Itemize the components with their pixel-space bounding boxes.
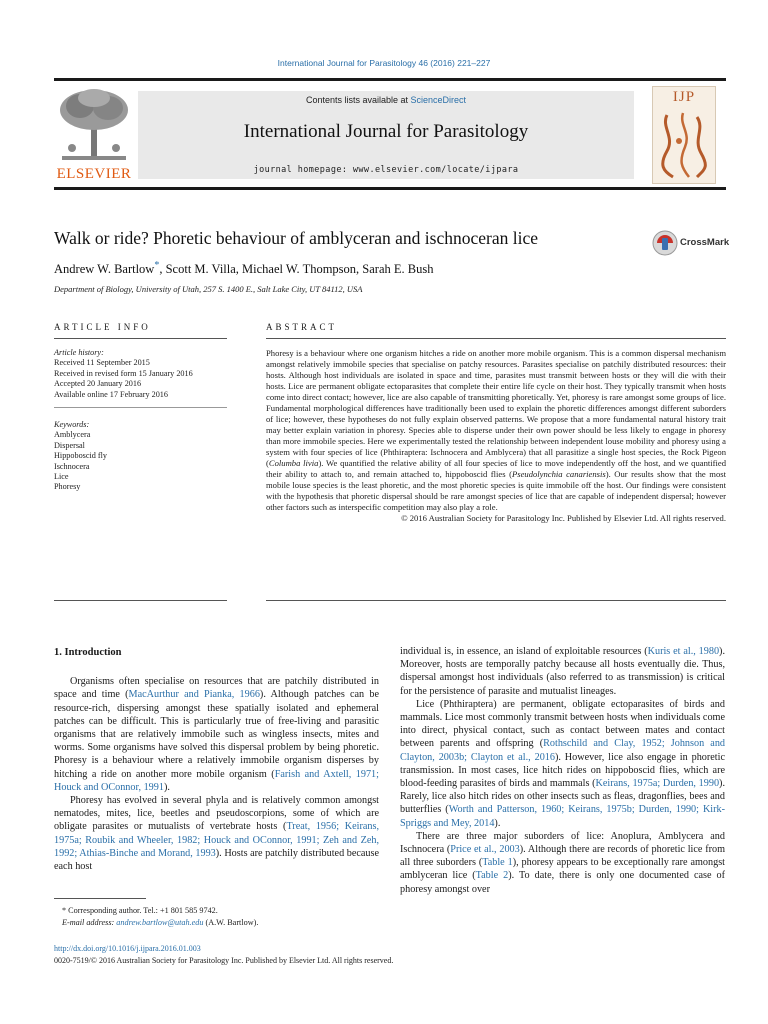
journal-name: International Journal for Parasitology — [243, 121, 529, 142]
article-info-heading: ARTICLE INFO — [54, 322, 151, 332]
history-item: Received 11 September 2015 — [54, 358, 150, 368]
citation-link[interactable]: Keirans, 1975a; Durden, 1990 — [595, 778, 720, 790]
top-rule — [54, 78, 726, 81]
masthead-rule — [54, 187, 726, 190]
crossmark-label: CrossMark — [680, 237, 730, 248]
article-title: Walk or ride? Phoretic behaviour of amblyceran and ischnoceran lice — [54, 228, 539, 248]
history-item: Received in revised form 15 January 2016 — [54, 368, 193, 378]
keyword: Phoresy — [54, 482, 81, 492]
body-paragraph: Organisms often specialise on resources that are patchily distributed in space and time (MacAurthur and Pianka, 1966). Although patches can be resource-rich, dispersing amongst these spatially isolated and ephemeral patches can be difficult. This is particularly true of free-living and parasitic organisms that are relatively immobile such as wingless insects, mites and worms. Some organisms have solved this dispersal problem by being phoretic. Phoresy is a behaviour where a relatively immobile organism disperses by hitching a ride on another more mobile organism (Farish and Axtell, 1971; Houck and OConnor, 1991). — [54, 676, 379, 793]
abstract-bottom-rule — [266, 600, 726, 601]
crossmark-badge[interactable] — [652, 230, 732, 258]
history-item: Accepted 20 January 2016 — [54, 379, 142, 389]
journal-cover-thumbnail[interactable] — [652, 86, 716, 184]
citation-link[interactable]: Worth and Patterson, 1960; Keirans, 1975b; Durden, 1990; Kirk-Spriggs and Mey, 2014 — [400, 804, 726, 829]
affiliation: Department of Biology, University of Utah, 257 S. 1400 E., Salt Lake City, UT 84112, USA — [54, 284, 363, 294]
keyword: Ischnocera — [54, 461, 90, 471]
elsevier-tree-icon — [54, 86, 134, 164]
citation-link[interactable]: Price et al., 2003 — [450, 844, 520, 856]
body-paragraph: Lice (Phthiraptera) are permanent, obligate ectoparasites of birds and mammals. Lice most commonly transmit between hosts when individuals come into direct, physical contact, such as contact between mates and contact between parents and offspring (Rothschild and Clay, 1952; Johnson and Clayton, 2003b; Clayton et al., 2016). However, lice also engage in phoretic transmission. In most cases, lice hitch rides on hippoboscid flies, which are blood-feeding parasites of birds and mammals (Keirans, 1975a; Durden, 1990). Rarely, lice also hitch rides on other insects such as fleas, dragonflies, bees and butterflies (Worth and Patterson, 1960; Keirans, 1975b; Durden, 1990; Kirk-Spriggs and Mey, 2014). — [400, 698, 726, 829]
table-link[interactable]: Table 2 — [475, 870, 509, 882]
journal-homepage[interactable]: journal homepage: www.elsevier.com/locate/ijpara — [253, 165, 519, 175]
table-link[interactable]: Table 1 — [482, 857, 513, 869]
footnote-rule — [54, 898, 146, 899]
cover-title: IJP — [672, 89, 696, 105]
keyword: Amblycera — [54, 430, 91, 440]
section-heading: 1. Introduction — [54, 647, 122, 658]
corresponding-author-note: * Corresponding author. Tel.: +1 801 585 9742. — [62, 906, 218, 915]
abstract-heading: ABSTRACT — [266, 322, 338, 332]
author-list — [54, 260, 433, 277]
abstract-paragraph: Phoresy is a behaviour where one organism hitches a ride on another more mobile organism. This is a common dispersal mechanism amongst relatively immobile species that specialise on patchy resources. Parasites specialise on patchily distributed resources: their hosts. Although host individuals are isolated in space and time, parasites must transmit between hosts or they will die with their hosts. Lice are permanent obligate ectoparasites that complete their entire life cycle on their host. They typically transmit when hosts come into direct contact; however, lice are also capable of transmitting phoretically. Yet, phoresy is rare amongst some groups of lice. Fundamental morphological differences have traditionally been used to explain the phoretic differences amongst different suborders of lice; however, these hypotheses do not fully explain observed patterns. We propose that a more fundamental natural history trait may better explain variation in phoresy. Species able to disperse under their own power should be less likely to engage in phoresy than more immobile species. Here we experimentally tested the relationship between independent louse mobility and phoresy using a system with four species of lice (Phthiraptera: Ischnocera and Amblycera) that all parasitize a single host species, the Rock Pigeon (Columba livia). We quantified the relative ability of all four species of lice to move independently off the host, and we quantified their ability to attach to, and remain attached to, hippoboscid flies (Pseudolynchia canariensis). Our results show that the most mobile louse species is the least phoretic, and the most phoretic species is quite immobile off the host. Our findings were consistent with the hypothesis that phoretic dispersal should be rare amongst species of lice that are capable of independent dispersal; however other factors such as interspecific competition may also play a role. — [266, 348, 726, 512]
journal-masthead — [138, 91, 634, 179]
author-names-rest: , Scott M. Villa, Michael W. Thompson, Sarah E. Bush — [159, 262, 434, 277]
article-info-divider — [54, 407, 227, 408]
journal-citation-link[interactable]: International Journal for Parasitology 46 (2016) 221–227 — [277, 58, 491, 68]
corresponding-author-link[interactable]: * — [154, 260, 160, 271]
keywords — [54, 420, 229, 493]
body-left-column — [54, 646, 379, 873]
citation-link[interactable]: Kuris et al., 1980 — [647, 646, 720, 657]
keyword: Hippoboscid fly — [54, 451, 107, 461]
issn-copyright: 0020-7519/© 2016 Australian Society for Parasitology Inc. Published by Elsevier Ltd. All rights reserved. — [54, 955, 394, 965]
keyword: Lice — [54, 472, 69, 482]
citation-link[interactable]: Treat, 1956; Keirans, 1975a; Roubik and Wheeler, 1982; Houck and OConnor, 1991; Zeh and Zeh, 1992; Athias-Binche and Morand, 1993 — [54, 821, 379, 859]
abstract-text — [266, 348, 726, 524]
email-link[interactable]: andrew.bartlow@utah.edu — [116, 918, 204, 927]
citation-link[interactable]: Rothschild and Clay, 1952; Johnson and Clayton, 2003b; Clayton et al., 2016 — [400, 738, 726, 763]
elsevier-wordmark: ELSEVIER — [56, 166, 132, 182]
crossmark-icon — [652, 230, 678, 256]
body-paragraph: There are three major suborders of lice: Anoplura, Amblycera and Ischnocera (Price et al., 2003). Although there are records of phoretic lice from all three suborders (Table 1), phoresy appears to be exceptionally rare amongst amblyceran lice (Table 2). To date, there is only one documented case of phoresy amongst over — [400, 830, 726, 895]
history-item: Available online 17 February 2016 — [54, 389, 168, 399]
citation-link[interactable]: MacAurthur and Pianka, 1966 — [128, 689, 260, 701]
history-label: Article history: — [54, 348, 104, 357]
keywords-label: Keywords: — [54, 420, 90, 429]
body-paragraph: individual is, in essence, an island of exploitable resources (Kuris et al., 1980). Moreover, hosts are temporally patchy because all hosts eventually die. Thus, dispersal amongst host individuals (also referred to as transmission) is critical for the persistence of parasite and mutualist lineages. — [400, 646, 725, 697]
abstract-copyright: © 2016 Australian Society for Parasitology Inc. Published by Elsevier Ltd. All rights reserved. — [401, 513, 726, 523]
citation-link[interactable]: Farish and Axtell, 1971; Houck and OConnor, 1991 — [54, 768, 379, 793]
author-name: Andrew W. Bartlow — [54, 262, 155, 277]
doi-block — [54, 943, 393, 966]
louse-illustration-icon — [653, 107, 715, 183]
contents-prefix: Contents lists available at — [305, 95, 411, 105]
email-note: E-mail address: andrew.bartlow@utah.edu (A.W. Bartlow). — [62, 918, 259, 927]
footnotes — [54, 905, 384, 929]
doi-link[interactable]: http://dx.doi.org/10.1016/j.ijpara.2016.01.003 — [54, 944, 201, 953]
article-history — [54, 348, 229, 400]
article-info-rule — [54, 338, 227, 339]
body-right-column — [400, 645, 725, 896]
abstract-rule — [266, 338, 726, 339]
sciencedirect-link[interactable]: ScienceDirect — [410, 95, 467, 105]
elsevier-logo — [54, 86, 134, 184]
contents-line — [138, 95, 634, 105]
body-paragraph: Phoresy has evolved in several phyla and is relatively common amongst nematodes, mites, lice, beetles and pseudoscorpions, some of which are obligate parasites or mutualists of vertebrate hosts (Treat, 1956; Keirans, 1975a; Roubik and Wheeler, 1982; Houck and OConnor, 1991; Zeh and Zeh, 1992; Athias-Binche and Morand, 1993). Hosts are patchily distributed because each host — [54, 795, 380, 873]
keyword: Dispersal — [54, 440, 85, 450]
article-info-bottom-rule — [54, 600, 227, 601]
